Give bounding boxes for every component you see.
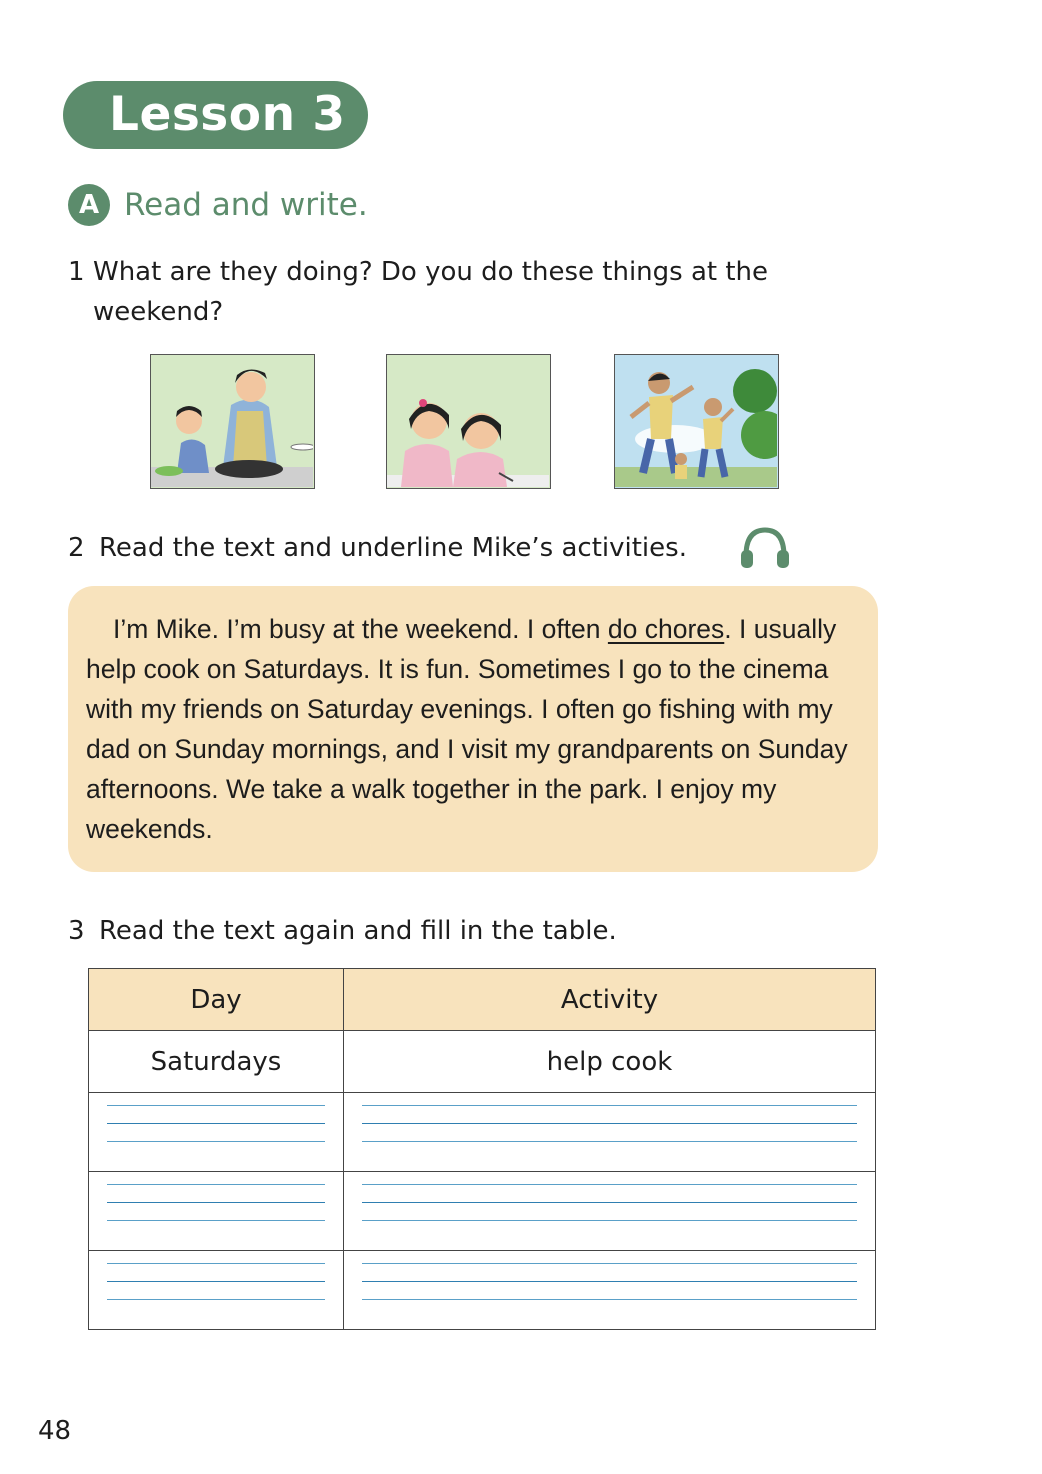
blank-activity-cell[interactable] <box>344 1093 876 1172</box>
question-2 <box>68 528 687 568</box>
question-3-text: Read the text again and fill in the table. <box>99 916 617 946</box>
reading-passage <box>68 586 878 872</box>
table-row-blank <box>89 1172 876 1251</box>
question-1-line-1: What are they doing? Do you do these things at the <box>93 257 769 287</box>
writing-lines <box>362 1263 857 1317</box>
table-header-activity: Activity <box>344 969 876 1031</box>
picture-drawing <box>386 354 551 489</box>
blank-day-cell[interactable] <box>89 1093 344 1172</box>
section-badge: A <box>68 184 110 226</box>
question-1-number: 1 <box>68 257 85 287</box>
blank-day-cell[interactable] <box>89 1172 344 1251</box>
writing-lines <box>107 1184 325 1238</box>
question-2-number: 2 <box>68 533 85 563</box>
lesson-title: Lesson 3 <box>63 81 368 149</box>
table-cell-activity: help cook <box>344 1031 876 1093</box>
activity-table <box>88 968 876 1330</box>
question-1 <box>68 252 868 332</box>
question-3 <box>68 911 617 951</box>
writing-lines <box>362 1105 857 1159</box>
writing-lines <box>107 1105 325 1159</box>
question-1-line-2: weekend? <box>93 297 224 327</box>
passage-underlined-example: do chores <box>607 614 725 644</box>
table-header-day: Day <box>89 969 344 1031</box>
page-number: 48 <box>38 1416 72 1446</box>
blank-activity-cell[interactable] <box>344 1172 876 1251</box>
table-row <box>89 1031 876 1093</box>
question-2-text: Read the text and underline Mike’s activities. <box>99 533 687 563</box>
passage-text-start: I’m Mike. I’m busy at the weekend. I often <box>113 614 608 644</box>
table-row-blank <box>89 1251 876 1330</box>
section-title: Read and write. <box>124 187 368 223</box>
headphones-icon[interactable] <box>738 526 792 570</box>
writing-lines <box>107 1263 325 1317</box>
picture-park <box>614 354 779 489</box>
blank-day-cell[interactable] <box>89 1251 344 1330</box>
table-cell-day: Saturdays <box>89 1031 344 1093</box>
table-row-blank <box>89 1093 876 1172</box>
writing-lines <box>362 1184 857 1238</box>
question-3-number: 3 <box>68 916 85 946</box>
section-a-header <box>68 184 368 226</box>
picture-cooking <box>150 354 315 489</box>
passage-text-rest: . I usually help cook on Saturdays. It is fun. Sometimes I go to the cinema with my friends on Saturday evenings. I often go fishing with my dad on Sunday mornings, and I visit my grandparents on Sunday afternoons. We take a walk together in the park. I enjoy my weekends. <box>86 614 848 844</box>
blank-activity-cell[interactable] <box>344 1251 876 1330</box>
